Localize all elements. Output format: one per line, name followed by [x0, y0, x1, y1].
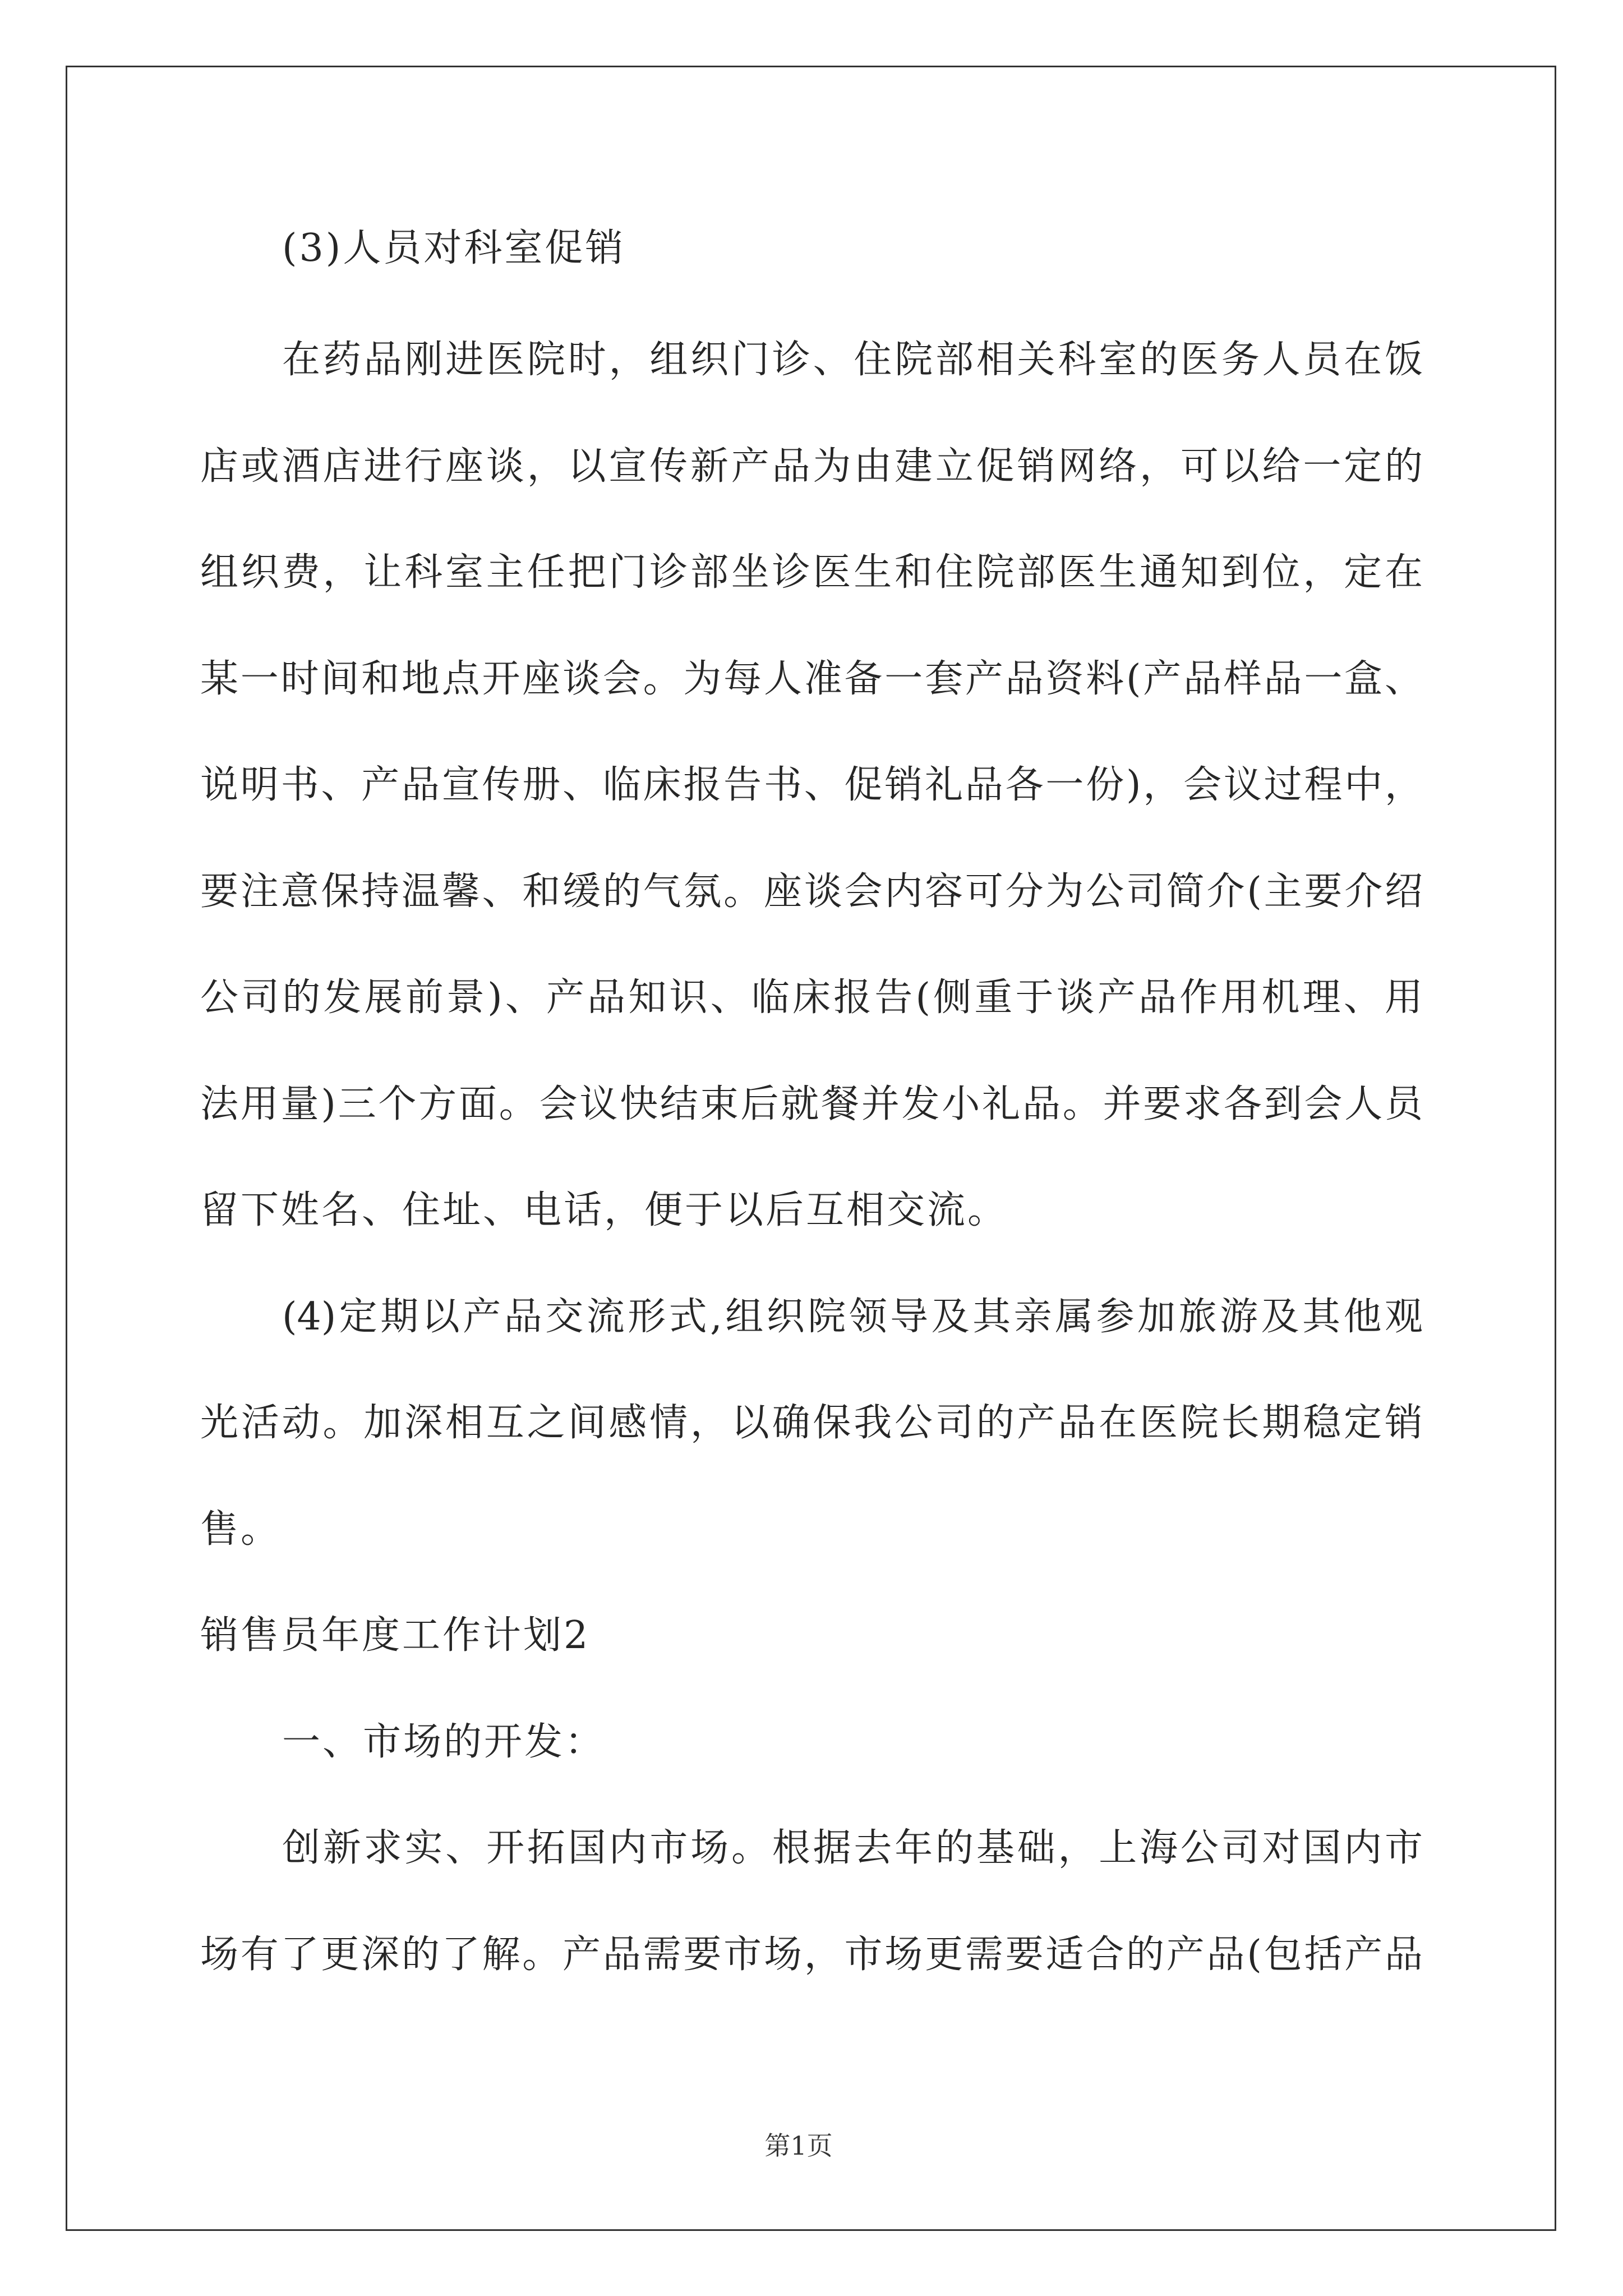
paragraph-line: 某一时间和地点开座谈会。为每人准备一套产品资料(产品样品一盒、: [200, 657, 1423, 701]
page-number: 第1页: [764, 2131, 833, 2161]
paragraph-line: 店或酒店进行座谈，以宣传新产品为由建立促销网络，可以给一定的: [200, 444, 1423, 489]
paragraph-line: 光活动。加深相互之间感情，以确保我公司的产品在医院长期稳定销: [200, 1401, 1423, 1445]
paragraph-line: 创新求实、开拓国内市场。根据去年的基础，上海公司对国内市: [282, 1826, 1423, 1870]
paragraph-line: 组织费，让科室主任把门诊部坐诊医生和住院部医生通知到位，定在: [200, 550, 1423, 595]
page-border: [66, 66, 1556, 2231]
paragraph-line: 在药品刚进医院时，组织门诊、住院部相关科室的医务人员在饭: [282, 338, 1423, 382]
section-heading: 一、市场的开发：: [282, 1720, 606, 1764]
section-title: 销售员年度工作计划2: [200, 1613, 591, 1658]
paragraph-line: 法用量)三个方面。会议快结束后就餐并发小礼品。并要求各到会人员: [200, 1082, 1423, 1126]
subheading-item-3: (3)人员对科室促销: [282, 226, 626, 270]
paragraph-line: 留下姓名、住址、电话，便于以后互相交流。: [200, 1188, 1008, 1232]
paragraph-line: 售。: [200, 1507, 282, 1552]
paragraph-line: 公司的发展前景)、产品知识、临床报告(侧重于谈产品作用机理、用: [200, 976, 1423, 1020]
paragraph-line: 场有了更深的了解。产品需要市场，市场更需要适合的产品(包括产品: [200, 1932, 1423, 1977]
page-footer: [0, 2129, 1623, 2162]
paragraph-line: (4)定期以产品交流形式,组织院领导及其亲属参加旅游及其他观: [282, 1295, 1423, 1339]
paragraph-line: 说明书、产品宣传册、临床报告书、促销礼品各一份)，会议过程中，: [200, 763, 1423, 807]
paragraph-line: 要注意保持温馨、和缓的气氛。座谈会内容可分为公司简介(主要介绍: [200, 869, 1423, 914]
